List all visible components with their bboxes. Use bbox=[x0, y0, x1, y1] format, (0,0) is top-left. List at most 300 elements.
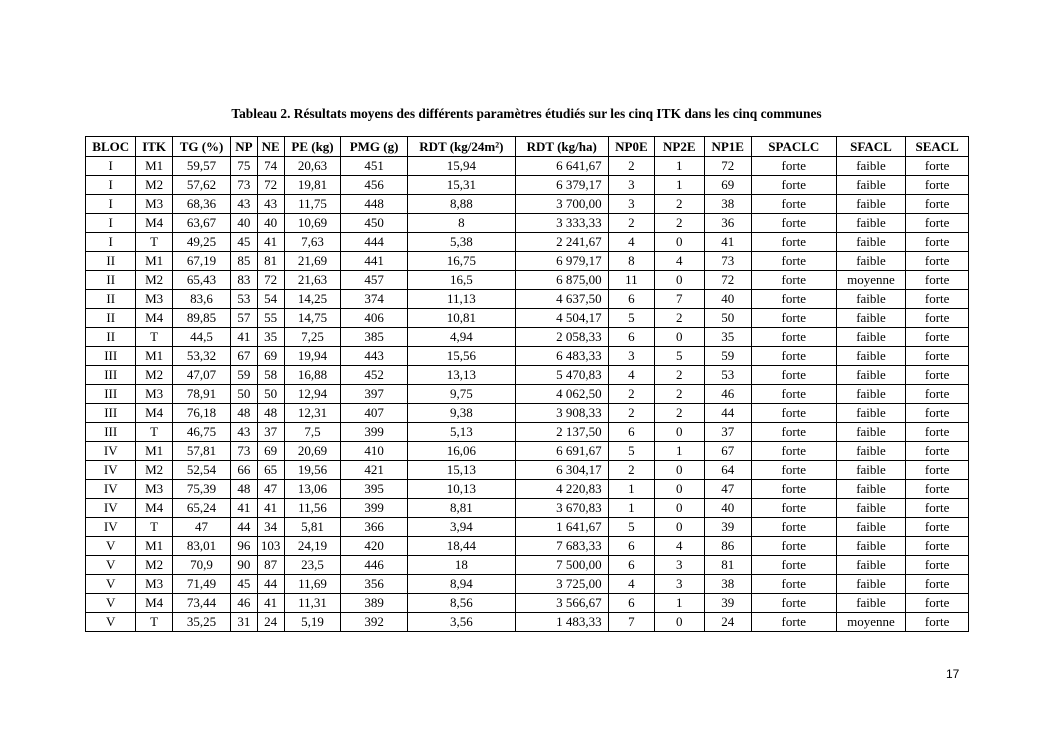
table-cell: faible bbox=[836, 328, 906, 347]
table-cell: 15,94 bbox=[407, 157, 515, 176]
table-cell: 0 bbox=[655, 423, 704, 442]
table-cell: 57 bbox=[231, 309, 257, 328]
table-cell: forte bbox=[751, 233, 836, 252]
table-cell: 2 bbox=[655, 309, 704, 328]
table-cell: 43 bbox=[231, 423, 257, 442]
table-cell: 395 bbox=[341, 480, 408, 499]
table-cell: 81 bbox=[257, 252, 284, 271]
table-cell: 103 bbox=[257, 537, 284, 556]
table-cell: 54 bbox=[257, 290, 284, 309]
table-cell: V bbox=[86, 613, 136, 632]
table-cell: 2 bbox=[655, 195, 704, 214]
table-cell: 7 bbox=[608, 613, 654, 632]
table-cell: 12,94 bbox=[284, 385, 341, 404]
table-cell: 6 304,17 bbox=[515, 461, 608, 480]
table-cell: 4 bbox=[608, 575, 654, 594]
table-cell: 47 bbox=[704, 480, 751, 499]
table-cell: 67 bbox=[704, 442, 751, 461]
table-cell: 46 bbox=[231, 594, 257, 613]
table-cell: forte bbox=[751, 347, 836, 366]
column-header: RDT (kg/ha) bbox=[515, 137, 608, 157]
table-cell: 1 bbox=[608, 499, 654, 518]
table-cell: 1 bbox=[608, 480, 654, 499]
table-cell: 2 bbox=[655, 214, 704, 233]
table-cell: II bbox=[86, 328, 136, 347]
table-cell: 40 bbox=[704, 499, 751, 518]
table-cell: 3 bbox=[608, 347, 654, 366]
table-cell: forte bbox=[906, 366, 969, 385]
table-cell: 8,81 bbox=[407, 499, 515, 518]
table-cell: 96 bbox=[231, 537, 257, 556]
table-cell: V bbox=[86, 537, 136, 556]
table-cell: faible bbox=[836, 309, 906, 328]
table-cell: 38 bbox=[704, 575, 751, 594]
table-row bbox=[86, 385, 969, 404]
table-cell: 452 bbox=[341, 366, 408, 385]
table-cell: 457 bbox=[341, 271, 408, 290]
table-cell: 8,56 bbox=[407, 594, 515, 613]
table-cell: 50 bbox=[704, 309, 751, 328]
table-cell: 41 bbox=[704, 233, 751, 252]
table-cell: 3 bbox=[655, 575, 704, 594]
table-cell: 72 bbox=[257, 176, 284, 195]
table-cell: 67 bbox=[231, 347, 257, 366]
table-row bbox=[86, 480, 969, 499]
table-cell: 5,13 bbox=[407, 423, 515, 442]
table-cell: forte bbox=[751, 271, 836, 290]
table-cell: 10,13 bbox=[407, 480, 515, 499]
table-cell: forte bbox=[751, 252, 836, 271]
table-cell: 3 333,33 bbox=[515, 214, 608, 233]
table-cell: 446 bbox=[341, 556, 408, 575]
table-cell: 21,63 bbox=[284, 271, 341, 290]
table-cell: 5,19 bbox=[284, 613, 341, 632]
table-cell: faible bbox=[836, 366, 906, 385]
table-cell: 85 bbox=[231, 252, 257, 271]
table-cell: 421 bbox=[341, 461, 408, 480]
table-cell: faible bbox=[836, 480, 906, 499]
table-cell: faible bbox=[836, 290, 906, 309]
table-cell: forte bbox=[906, 556, 969, 575]
table-cell: 55 bbox=[257, 309, 284, 328]
table-cell: M4 bbox=[136, 404, 172, 423]
table-cell: I bbox=[86, 157, 136, 176]
table-cell: IV bbox=[86, 480, 136, 499]
table-cell: 4 637,50 bbox=[515, 290, 608, 309]
table-cell: 7 bbox=[655, 290, 704, 309]
table-cell: 0 bbox=[655, 271, 704, 290]
table-cell: 3 908,33 bbox=[515, 404, 608, 423]
table-cell: 20,69 bbox=[284, 442, 341, 461]
table-cell: forte bbox=[751, 461, 836, 480]
table-cell: 44 bbox=[231, 518, 257, 537]
table-cell: 47 bbox=[257, 480, 284, 499]
table-cell: 6 979,17 bbox=[515, 252, 608, 271]
column-header: BLOC bbox=[86, 137, 136, 157]
table-cell: 83 bbox=[231, 271, 257, 290]
table-row bbox=[86, 442, 969, 461]
table-row bbox=[86, 214, 969, 233]
table-cell: forte bbox=[906, 347, 969, 366]
table-cell: 24 bbox=[704, 613, 751, 632]
table-cell: 14,25 bbox=[284, 290, 341, 309]
table-cell: 44,5 bbox=[172, 328, 231, 347]
table-cell: 53 bbox=[704, 366, 751, 385]
table-cell: 35 bbox=[257, 328, 284, 347]
table-cell: forte bbox=[906, 271, 969, 290]
table-cell: 21,69 bbox=[284, 252, 341, 271]
table-cell: 3 670,83 bbox=[515, 499, 608, 518]
table-row bbox=[86, 366, 969, 385]
table-cell: 6 bbox=[608, 556, 654, 575]
table-cell: 6 379,17 bbox=[515, 176, 608, 195]
table-cell: 399 bbox=[341, 423, 408, 442]
table-cell: T bbox=[136, 233, 172, 252]
table-cell: V bbox=[86, 594, 136, 613]
table-cell: 90 bbox=[231, 556, 257, 575]
table-cell: T bbox=[136, 423, 172, 442]
table-cell: forte bbox=[906, 176, 969, 195]
table-cell: 50 bbox=[231, 385, 257, 404]
table-cell: 31 bbox=[231, 613, 257, 632]
table-cell: V bbox=[86, 556, 136, 575]
table-cell: I bbox=[86, 176, 136, 195]
table-cell: 8,94 bbox=[407, 575, 515, 594]
table-cell: 47 bbox=[172, 518, 231, 537]
table-cell: 410 bbox=[341, 442, 408, 461]
table-cell: 37 bbox=[257, 423, 284, 442]
table-cell: forte bbox=[751, 290, 836, 309]
table-cell: 57,62 bbox=[172, 176, 231, 195]
table-cell: 50 bbox=[257, 385, 284, 404]
table-cell: IV bbox=[86, 442, 136, 461]
table-cell: 6 bbox=[608, 423, 654, 442]
table-cell: 8 bbox=[608, 252, 654, 271]
table-cell: 48 bbox=[231, 404, 257, 423]
table-cell: III bbox=[86, 423, 136, 442]
table-cell: 68,36 bbox=[172, 195, 231, 214]
table-cell: 443 bbox=[341, 347, 408, 366]
table-cell: 6 483,33 bbox=[515, 347, 608, 366]
table-cell: forte bbox=[751, 176, 836, 195]
table-cell: 46,75 bbox=[172, 423, 231, 442]
table-row bbox=[86, 233, 969, 252]
table-cell: 86 bbox=[704, 537, 751, 556]
table-cell: forte bbox=[906, 157, 969, 176]
table-cell: 36 bbox=[704, 214, 751, 233]
table-cell: 41 bbox=[231, 499, 257, 518]
table-cell: 4 bbox=[608, 366, 654, 385]
page-number: 17 bbox=[946, 667, 960, 681]
table-cell: 2 bbox=[608, 157, 654, 176]
table-cell: V bbox=[86, 575, 136, 594]
table-cell: 2 bbox=[608, 461, 654, 480]
table-cell: faible bbox=[836, 404, 906, 423]
table-cell: 2 058,33 bbox=[515, 328, 608, 347]
table-cell: III bbox=[86, 385, 136, 404]
table-cell: M1 bbox=[136, 157, 172, 176]
table-row bbox=[86, 613, 969, 632]
table-cell: 13,13 bbox=[407, 366, 515, 385]
table-cell: 69 bbox=[704, 176, 751, 195]
table-cell: 8,88 bbox=[407, 195, 515, 214]
table-cell: M4 bbox=[136, 309, 172, 328]
table-cell: 2 241,67 bbox=[515, 233, 608, 252]
table-cell: III bbox=[86, 347, 136, 366]
table-row bbox=[86, 594, 969, 613]
table-cell: 5,81 bbox=[284, 518, 341, 537]
table-cell: faible bbox=[836, 499, 906, 518]
table-row bbox=[86, 556, 969, 575]
table-cell: 407 bbox=[341, 404, 408, 423]
column-header: SPACLC bbox=[751, 137, 836, 157]
table-cell: 69 bbox=[257, 442, 284, 461]
table-cell: 0 bbox=[655, 233, 704, 252]
table-cell: 37 bbox=[704, 423, 751, 442]
table-cell: moyenne bbox=[836, 271, 906, 290]
table-cell: faible bbox=[836, 518, 906, 537]
table-cell: 1 641,67 bbox=[515, 518, 608, 537]
table-cell: 3 725,00 bbox=[515, 575, 608, 594]
table-cell: 13,06 bbox=[284, 480, 341, 499]
table-cell: 1 bbox=[655, 442, 704, 461]
table-cell: 6 bbox=[608, 537, 654, 556]
table-row bbox=[86, 499, 969, 518]
table-cell: T bbox=[136, 328, 172, 347]
table-cell: 24,19 bbox=[284, 537, 341, 556]
table-cell: 6 bbox=[608, 290, 654, 309]
table-row bbox=[86, 271, 969, 290]
table-cell: faible bbox=[836, 575, 906, 594]
table-cell: 46 bbox=[704, 385, 751, 404]
table-cell: 2 bbox=[655, 366, 704, 385]
table-cell: 7,5 bbox=[284, 423, 341, 442]
table-cell: II bbox=[86, 252, 136, 271]
column-header: ITK bbox=[136, 137, 172, 157]
table-cell: 47,07 bbox=[172, 366, 231, 385]
table-row bbox=[86, 461, 969, 480]
table-cell: 374 bbox=[341, 290, 408, 309]
table-cell: forte bbox=[751, 366, 836, 385]
table-cell: 4 bbox=[655, 252, 704, 271]
table-cell: faible bbox=[836, 423, 906, 442]
table-cell: 4 bbox=[608, 233, 654, 252]
table-cell: M3 bbox=[136, 575, 172, 594]
table-cell: M3 bbox=[136, 195, 172, 214]
table-cell: 16,5 bbox=[407, 271, 515, 290]
table-row bbox=[86, 537, 969, 556]
table-cell: 356 bbox=[341, 575, 408, 594]
table-cell: forte bbox=[906, 233, 969, 252]
table-cell: moyenne bbox=[836, 613, 906, 632]
table-cell: 65,24 bbox=[172, 499, 231, 518]
table-cell: 12,31 bbox=[284, 404, 341, 423]
header-row bbox=[86, 137, 969, 157]
table-row bbox=[86, 176, 969, 195]
table-row bbox=[86, 195, 969, 214]
table-cell: forte bbox=[906, 480, 969, 499]
table-cell: 406 bbox=[341, 309, 408, 328]
table-cell: forte bbox=[906, 461, 969, 480]
table-cell: 0 bbox=[655, 328, 704, 347]
table-cell: 2 bbox=[655, 404, 704, 423]
table-cell: 8 bbox=[407, 214, 515, 233]
table-cell: 73 bbox=[704, 252, 751, 271]
table-cell: 9,38 bbox=[407, 404, 515, 423]
table-cell: 49,25 bbox=[172, 233, 231, 252]
table-cell: 16,06 bbox=[407, 442, 515, 461]
table-cell: faible bbox=[836, 385, 906, 404]
table-cell: faible bbox=[836, 347, 906, 366]
column-header: NP1E bbox=[704, 137, 751, 157]
table-row bbox=[86, 518, 969, 537]
table-cell: II bbox=[86, 271, 136, 290]
table-cell: M3 bbox=[136, 290, 172, 309]
table-cell: 10,69 bbox=[284, 214, 341, 233]
table-cell: 65,43 bbox=[172, 271, 231, 290]
table-cell: 0 bbox=[655, 499, 704, 518]
table-cell: 81 bbox=[704, 556, 751, 575]
table-cell: II bbox=[86, 309, 136, 328]
table-cell: 73 bbox=[231, 442, 257, 461]
table-cell: M2 bbox=[136, 366, 172, 385]
table-cell: 14,75 bbox=[284, 309, 341, 328]
table-cell: forte bbox=[906, 328, 969, 347]
table-cell: 58 bbox=[257, 366, 284, 385]
table-cell: 59 bbox=[231, 366, 257, 385]
table-cell: 441 bbox=[341, 252, 408, 271]
table-cell: 39 bbox=[704, 594, 751, 613]
table-cell: forte bbox=[751, 499, 836, 518]
table-cell: 18 bbox=[407, 556, 515, 575]
table-cell: forte bbox=[906, 385, 969, 404]
column-header: NP bbox=[231, 137, 257, 157]
table-cell: 11,13 bbox=[407, 290, 515, 309]
table-cell: 74 bbox=[257, 157, 284, 176]
table-cell: 40 bbox=[704, 290, 751, 309]
table-cell: 4 220,83 bbox=[515, 480, 608, 499]
table-cell: faible bbox=[836, 537, 906, 556]
table-cell: 5 bbox=[608, 442, 654, 461]
table-cell: 1 483,33 bbox=[515, 613, 608, 632]
table-cell: 2 bbox=[608, 385, 654, 404]
table-cell: 72 bbox=[704, 271, 751, 290]
table-cell: 41 bbox=[257, 594, 284, 613]
column-header: PMG (g) bbox=[341, 137, 408, 157]
table-cell: 3 bbox=[655, 556, 704, 575]
table-cell: 19,56 bbox=[284, 461, 341, 480]
table-cell: faible bbox=[836, 594, 906, 613]
table-cell: 65 bbox=[257, 461, 284, 480]
table-cell: faible bbox=[836, 157, 906, 176]
table-cell: faible bbox=[836, 195, 906, 214]
table-cell: 72 bbox=[257, 271, 284, 290]
table-cell: 1 bbox=[655, 594, 704, 613]
table-cell: 57,81 bbox=[172, 442, 231, 461]
table-row bbox=[86, 423, 969, 442]
table-cell: 44 bbox=[704, 404, 751, 423]
table-row bbox=[86, 575, 969, 594]
table-cell: 366 bbox=[341, 518, 408, 537]
table-cell: forte bbox=[906, 575, 969, 594]
table-cell: 7,25 bbox=[284, 328, 341, 347]
table-cell: forte bbox=[906, 309, 969, 328]
table-cell: 6 bbox=[608, 328, 654, 347]
table-cell: 0 bbox=[655, 461, 704, 480]
table-cell: 6 641,67 bbox=[515, 157, 608, 176]
table-cell: 15,31 bbox=[407, 176, 515, 195]
column-header: NE bbox=[257, 137, 284, 157]
table-cell: 5,38 bbox=[407, 233, 515, 252]
table-cell: 16,88 bbox=[284, 366, 341, 385]
table-cell: M4 bbox=[136, 214, 172, 233]
table-cell: forte bbox=[906, 195, 969, 214]
table-cell: IV bbox=[86, 461, 136, 480]
column-header: NP0E bbox=[608, 137, 654, 157]
table-cell: 44 bbox=[257, 575, 284, 594]
column-header: SFACL bbox=[836, 137, 906, 157]
table-cell: 385 bbox=[341, 328, 408, 347]
table-cell: 87 bbox=[257, 556, 284, 575]
table-cell: 5 bbox=[608, 518, 654, 537]
table-cell: forte bbox=[906, 290, 969, 309]
table-cell: 2 bbox=[608, 404, 654, 423]
table-cell: 40 bbox=[257, 214, 284, 233]
table-cell: 18,44 bbox=[407, 537, 515, 556]
table-cell: forte bbox=[906, 594, 969, 613]
table-cell: M2 bbox=[136, 176, 172, 195]
table-cell: 35,25 bbox=[172, 613, 231, 632]
table-cell: forte bbox=[751, 214, 836, 233]
table-cell: 45 bbox=[231, 233, 257, 252]
table-cell: 456 bbox=[341, 176, 408, 195]
table-cell: 75,39 bbox=[172, 480, 231, 499]
table-cell: 11 bbox=[608, 271, 654, 290]
table-cell: II bbox=[86, 290, 136, 309]
table-cell: forte bbox=[751, 309, 836, 328]
table-cell: 1 bbox=[655, 176, 704, 195]
table-row bbox=[86, 252, 969, 271]
results-table bbox=[85, 136, 969, 632]
table-cell: 40 bbox=[231, 214, 257, 233]
table-cell: 19,81 bbox=[284, 176, 341, 195]
table-cell: 11,69 bbox=[284, 575, 341, 594]
table-cell: forte bbox=[751, 480, 836, 499]
table-cell: 69 bbox=[257, 347, 284, 366]
table-cell: 41 bbox=[257, 499, 284, 518]
table-body bbox=[86, 157, 969, 632]
table-cell: 15,56 bbox=[407, 347, 515, 366]
table-cell: 71,49 bbox=[172, 575, 231, 594]
table-cell: 7 500,00 bbox=[515, 556, 608, 575]
table-cell: 73 bbox=[231, 176, 257, 195]
table-cell: 11,56 bbox=[284, 499, 341, 518]
table-cell: 3 bbox=[608, 176, 654, 195]
table-caption: Tableau 2. Résultats moyens des différents paramètres étudiés sur les cinq ITK dans les cinq communes bbox=[231, 106, 822, 121]
table-cell: forte bbox=[906, 423, 969, 442]
column-header: TG (%) bbox=[172, 137, 231, 157]
table-cell: 53,32 bbox=[172, 347, 231, 366]
column-header: RDT (kg/24m²) bbox=[407, 137, 515, 157]
table-cell: 392 bbox=[341, 613, 408, 632]
table-cell: 6 875,00 bbox=[515, 271, 608, 290]
table-row bbox=[86, 309, 969, 328]
table-cell: M3 bbox=[136, 385, 172, 404]
table-cell: 448 bbox=[341, 195, 408, 214]
table-cell: faible bbox=[836, 176, 906, 195]
table-cell: 59 bbox=[704, 347, 751, 366]
table-cell: 3 566,67 bbox=[515, 594, 608, 613]
